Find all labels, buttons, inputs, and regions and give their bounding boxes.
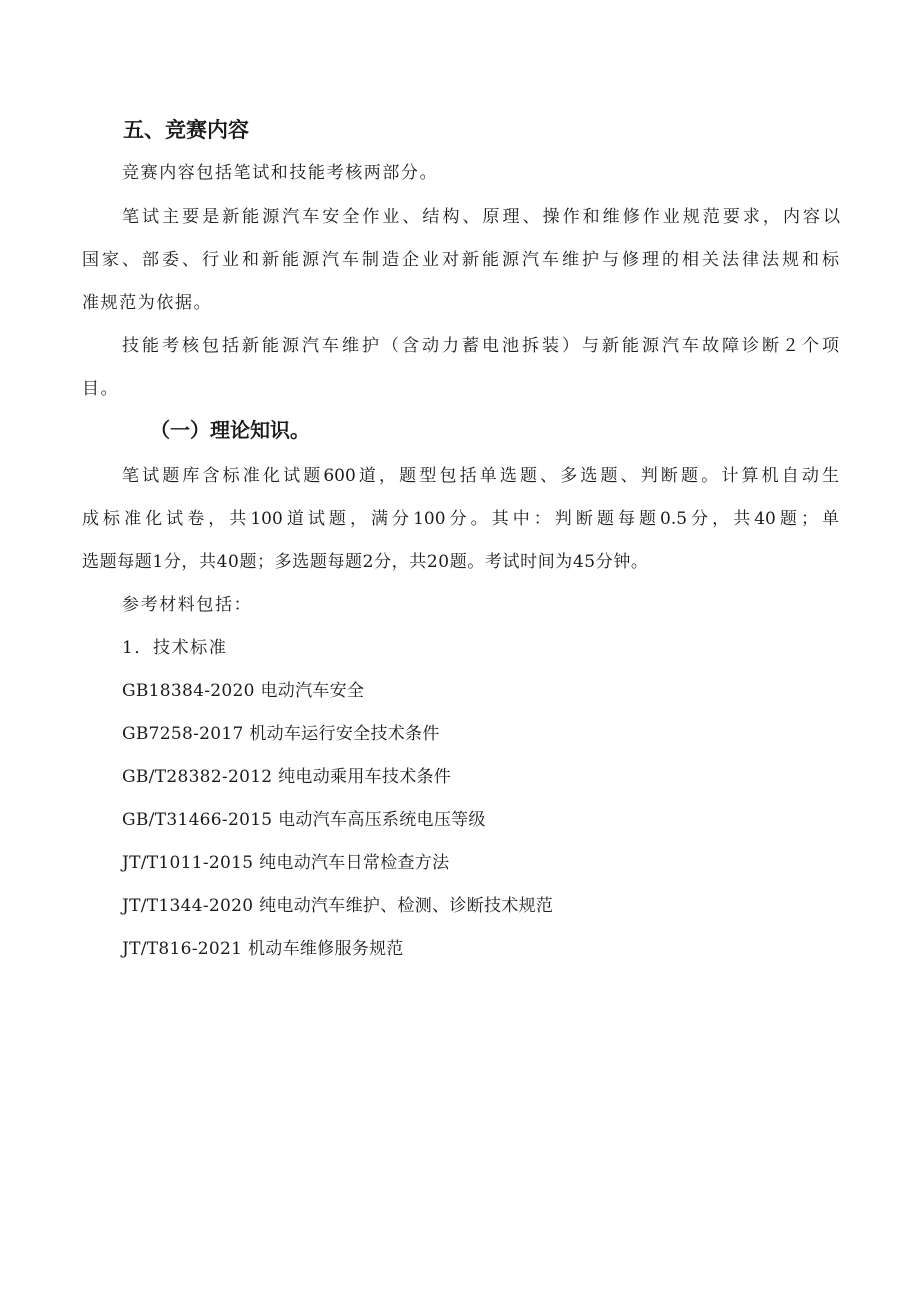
written-exam-line-3: 准规范为依据。 (82, 293, 213, 313)
standard-item: JT/T816-2021 机动车维修服务规范 (122, 939, 404, 959)
section-heading: 五、竞赛内容 (123, 118, 249, 142)
standard-item: GB/T28382-2012 纯电动乘用车技术条件 (122, 767, 452, 787)
standard-item: JT/T1011-2015 纯电动汽车日常检查方法 (122, 853, 450, 873)
standard-item: GB/T31466-2015 电动汽车高压系统电压等级 (122, 810, 486, 830)
skills-exam-line-2: 目。 (82, 379, 120, 399)
question-bank-line-2: 成标准化试卷，共100道试题，满分100分。其中：判断题每题0.5分，共40题；单 (82, 509, 839, 529)
question-bank-line-1: 笔试题库含标准化试题600道，题型包括单选题、多选题、判断题。计算机自动生 (122, 466, 839, 486)
standard-item: GB7258-2017 机动车运行安全技术条件 (122, 724, 440, 744)
skills-exam-line-1: 技能考核包括新能源汽车维护（含动力蓄电池拆装）与新能源汽车故障诊断２个项 (122, 336, 839, 356)
intro-paragraph: 竞赛内容包括笔试和技能考核两部分。 (122, 163, 439, 183)
references-intro: 参考材料包括： (122, 595, 253, 615)
written-exam-line-2: 国家、部委、行业和新能源汽车制造企业对新能源汽车维护与修理的相关法律法规和标 (82, 250, 839, 270)
written-exam-line-1: 笔试主要是新能源汽车安全作业、结构、原理、操作和维修作业规范要求，内容以 (122, 207, 840, 227)
subheading-theory: （一）理论知识。 (150, 418, 310, 442)
question-bank-line-3: 选题每题1分，共40题；多选题每题2分，共20题。考试时间为45分钟。 (82, 552, 649, 572)
standard-item: JT/T1344-2020 纯电动汽车维护、检测、诊断技术规范 (122, 896, 554, 916)
standard-item: GB18384-2020 电动汽车安全 (122, 681, 365, 701)
standards-heading: 1．技术标准 (122, 638, 228, 658)
